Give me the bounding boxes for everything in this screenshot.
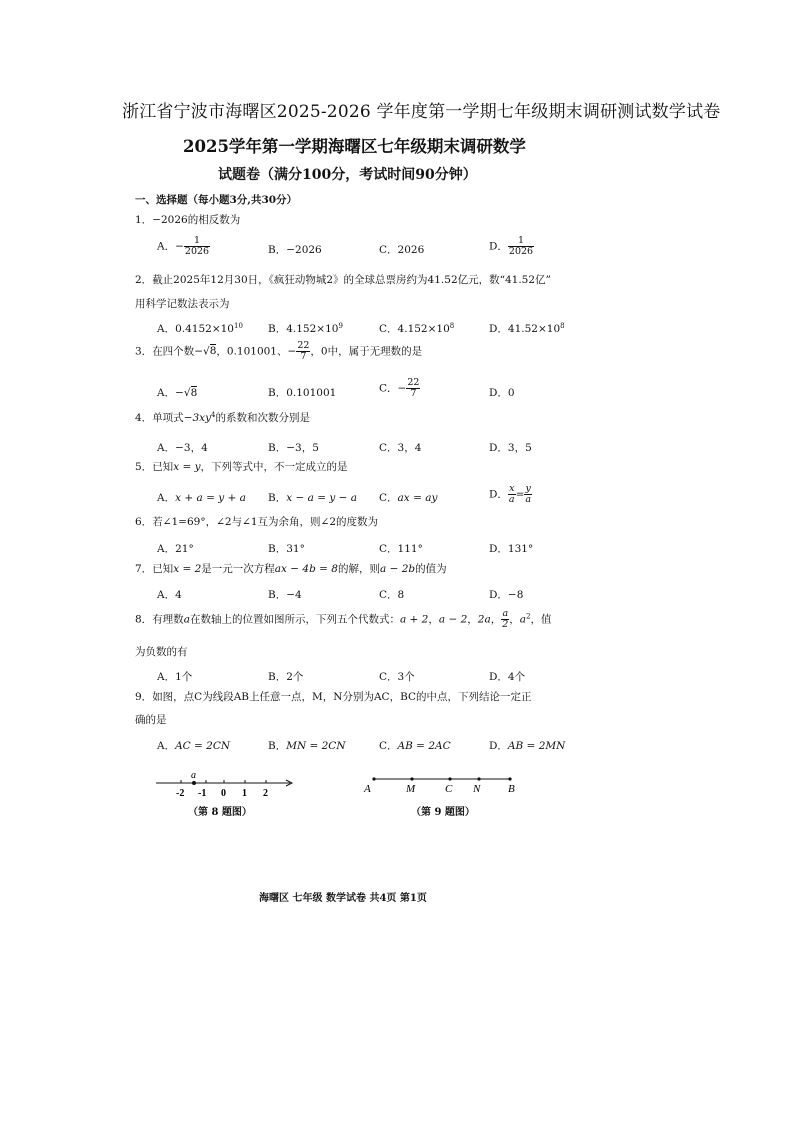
point-a-label: a bbox=[191, 770, 196, 781]
numerator: x bbox=[509, 483, 515, 494]
point-dot bbox=[508, 777, 511, 780]
option-label: A． bbox=[157, 492, 176, 504]
minus-sign: − bbox=[287, 345, 297, 358]
option-label: A． bbox=[157, 387, 176, 399]
option-label: C． bbox=[379, 740, 398, 752]
question-stem: 的解，则 bbox=[337, 563, 380, 575]
minus-sign: − bbox=[175, 387, 184, 399]
option-label: D． bbox=[489, 442, 508, 454]
expression: 2a bbox=[477, 613, 491, 626]
option-label: C． bbox=[379, 442, 398, 454]
denominator: 2026 bbox=[508, 245, 534, 257]
expression: a + 2 bbox=[399, 613, 429, 626]
question-stem: 若∠1=69°，∠2与∠1互为余角，则∠2的度数为 bbox=[152, 516, 379, 528]
option-label: B． bbox=[268, 492, 287, 504]
option-value: −4 bbox=[286, 589, 302, 601]
q8-option-a bbox=[157, 669, 192, 684]
option-label: C． bbox=[379, 382, 398, 395]
q8-option-d bbox=[489, 669, 525, 684]
q9-option-a bbox=[157, 738, 230, 753]
q6-option-c bbox=[379, 541, 423, 556]
expression: a bbox=[519, 613, 527, 626]
option-label: D． bbox=[489, 488, 508, 501]
tick-label: 1 bbox=[242, 788, 247, 799]
q8-option-c bbox=[379, 669, 415, 684]
variable: a bbox=[183, 613, 190, 626]
option-value: −3，5 bbox=[286, 442, 319, 454]
option-label: C． bbox=[379, 492, 398, 504]
fraction bbox=[508, 484, 516, 505]
question-number: 2． bbox=[135, 274, 153, 286]
denominator: 7 bbox=[410, 387, 417, 399]
question-stem: 的值为 bbox=[415, 563, 447, 575]
numerator: a bbox=[502, 608, 509, 619]
question-stem: ，0.101001、 bbox=[216, 345, 288, 358]
equation: ax − 4b = 8 bbox=[274, 563, 338, 575]
exam-title: 2025学年第一学期海曙区七年级期末调研数学 bbox=[183, 137, 526, 156]
question-stem: 是一元一次方程 bbox=[201, 563, 275, 575]
question-stem: ，0中，属于无理数的是 bbox=[310, 345, 423, 358]
option-label: A． bbox=[157, 671, 176, 683]
option-label: B． bbox=[268, 589, 287, 601]
question-number: 5． bbox=[135, 461, 153, 473]
q1-option-a bbox=[157, 236, 210, 257]
option-label: C． bbox=[379, 323, 398, 335]
question-8: 8．有理数a在数轴上的位置如图所示，下列五个代数式：a + 2，a − 2，2a， $\frac{a}{2}$ ，$a^2$，值 bbox=[135, 608, 552, 630]
option-label: D． bbox=[489, 671, 508, 683]
option-value: AC = 2CN bbox=[175, 740, 231, 752]
q3-option-d bbox=[489, 385, 515, 400]
q5-option-d bbox=[489, 484, 532, 505]
question-stem: 有理数 bbox=[152, 613, 184, 626]
option-label: D． bbox=[489, 387, 508, 399]
equals-sign: = bbox=[515, 488, 525, 501]
q5-option-a bbox=[157, 490, 246, 505]
point-label: B bbox=[508, 783, 515, 795]
option-value: 4个 bbox=[507, 671, 526, 683]
question-stem: 单项式 bbox=[152, 412, 184, 424]
option-label: A． bbox=[157, 442, 176, 454]
exponent: 8 bbox=[449, 322, 455, 330]
option-label: D． bbox=[489, 240, 508, 253]
q9-option-b bbox=[268, 738, 346, 753]
condition: x = y bbox=[173, 461, 201, 473]
option-label: B． bbox=[268, 543, 287, 555]
option-value: 4.152×10 bbox=[397, 323, 450, 335]
denominator: a bbox=[525, 493, 532, 505]
option-value: 0.101001 bbox=[286, 387, 337, 399]
denominator: 7 bbox=[300, 350, 307, 362]
option-label: A． bbox=[157, 589, 176, 601]
expression: a − 2b bbox=[379, 563, 416, 575]
option-label: C． bbox=[379, 543, 398, 555]
option-value: 21° bbox=[175, 543, 194, 555]
question-stem: ，值 bbox=[530, 613, 552, 626]
exponent: 8 bbox=[560, 322, 565, 330]
question-number: 6． bbox=[135, 516, 153, 528]
question-number: 9． bbox=[135, 691, 153, 703]
question-number: 3． bbox=[135, 345, 153, 358]
minus-sign: − bbox=[175, 240, 184, 253]
tick-label: 0 bbox=[221, 788, 226, 799]
q7-option-a bbox=[157, 587, 182, 602]
monomial: −3xy bbox=[183, 412, 212, 424]
option-value: 0 bbox=[507, 387, 515, 399]
q3-option-b bbox=[268, 385, 336, 400]
option-label: D． bbox=[489, 323, 508, 335]
option-label: B． bbox=[268, 387, 287, 399]
question-stem: 在数轴上的位置如图所示，下列五个代数式： bbox=[189, 613, 400, 626]
question-stem: −2026的相反数为 bbox=[152, 214, 241, 226]
q9-option-d bbox=[489, 738, 565, 753]
q2-option-b bbox=[268, 321, 343, 336]
option-value: 4.152×10 bbox=[286, 323, 339, 335]
option-label: B． bbox=[268, 442, 287, 454]
option-value: 3，4 bbox=[397, 442, 422, 454]
q4-option-b bbox=[268, 440, 319, 455]
option-value: 41.52×10 bbox=[507, 323, 561, 335]
point-dot bbox=[448, 777, 451, 780]
option-label: B． bbox=[268, 671, 287, 683]
question-8-line2: 为负数的有 bbox=[135, 646, 188, 658]
q6-option-a bbox=[157, 541, 194, 556]
point-dot bbox=[477, 777, 480, 780]
option-value: AB = 2AC bbox=[397, 740, 451, 752]
document-title: 浙江省宁波市海曙区2025-2026 学年度第一学期七年级期末调研测试数学试卷 bbox=[122, 102, 721, 122]
q4-option-d bbox=[489, 440, 532, 455]
question-5 bbox=[135, 459, 348, 474]
fraction bbox=[508, 236, 534, 257]
numerator: y bbox=[525, 483, 531, 494]
option-label: C． bbox=[379, 589, 398, 601]
exponent: 9 bbox=[338, 322, 343, 330]
condition: x = 2 bbox=[173, 563, 202, 575]
question-3: 3．在四个数−√8，0.101001、− $\frac{22}{7}$ ，0中，属于无理数的是 bbox=[135, 340, 423, 362]
numerator: 22 bbox=[297, 340, 310, 351]
question-7 bbox=[135, 561, 447, 576]
question-1 bbox=[135, 212, 240, 227]
option-label: C． bbox=[379, 671, 398, 683]
point-dot bbox=[372, 777, 375, 780]
point-dot bbox=[410, 777, 413, 780]
numerator: 22 bbox=[407, 377, 420, 388]
exponent: 10 bbox=[234, 322, 243, 330]
q6-option-b bbox=[268, 541, 305, 556]
q4-option-a bbox=[157, 440, 208, 455]
exponent: 2 bbox=[526, 612, 531, 621]
option-label: C． bbox=[379, 244, 398, 256]
segment-figure bbox=[360, 770, 525, 800]
question-stem: 如图，点C为线段AB上任意一点，M，N分别为AC，BC的中点，下列结论一定正 bbox=[152, 691, 532, 703]
q4-option-c bbox=[379, 440, 421, 455]
option-label: A． bbox=[157, 240, 176, 253]
question-9 bbox=[135, 689, 532, 704]
option-label: D． bbox=[489, 543, 508, 555]
option-label: D． bbox=[489, 589, 508, 601]
question-stem: 在四个数 bbox=[152, 345, 195, 358]
fraction bbox=[184, 236, 210, 257]
minus-sign: − bbox=[194, 345, 203, 358]
q6-option-d bbox=[489, 541, 533, 556]
question-2-line2: 用科学记数法表示为 bbox=[135, 298, 230, 310]
expression: a − 2 bbox=[438, 613, 468, 626]
exam-subtitle: 试题卷（满分100分，考试时间90分钟） bbox=[218, 167, 477, 183]
question-number: 7． bbox=[135, 563, 153, 575]
q7-option-c bbox=[379, 587, 404, 602]
option-value: AB = 2MN bbox=[507, 740, 566, 752]
option-value: 3，5 bbox=[507, 442, 532, 454]
option-value: 2026 bbox=[397, 244, 425, 256]
figure-8-caption: （第 8 题图） bbox=[188, 807, 252, 818]
fraction bbox=[296, 341, 310, 362]
q2-option-d bbox=[489, 321, 565, 336]
option-value: 2个 bbox=[286, 671, 304, 683]
q1-option-b bbox=[268, 242, 322, 257]
q1-option-d bbox=[489, 236, 534, 257]
q5-option-b bbox=[268, 490, 357, 505]
radicand: 8 bbox=[190, 387, 198, 399]
question-2 bbox=[135, 272, 551, 287]
tick-label: -1 bbox=[198, 788, 207, 799]
number-line-figure bbox=[150, 768, 300, 802]
option-value: x − a = y − a bbox=[286, 492, 358, 504]
q7-option-d bbox=[489, 587, 523, 602]
option-label: A． bbox=[157, 323, 176, 335]
fraction bbox=[501, 609, 509, 630]
question-number: 1． bbox=[135, 214, 153, 226]
question-6 bbox=[135, 514, 378, 529]
q7-option-b bbox=[268, 587, 302, 602]
point-a-dot bbox=[192, 781, 196, 785]
tick-label: 2 bbox=[263, 788, 268, 799]
question-stem: ，下列等式中，不一定成立的是 bbox=[200, 461, 348, 473]
q2-option-c bbox=[379, 321, 454, 336]
option-value: MN = 2CN bbox=[286, 740, 346, 752]
option-value: 1个 bbox=[175, 671, 193, 683]
option-value: −3，4 bbox=[175, 442, 208, 454]
option-value: 4 bbox=[175, 589, 182, 601]
q3-option-a: A．−√8 bbox=[157, 387, 198, 399]
point-label: C bbox=[445, 783, 453, 795]
fraction bbox=[406, 378, 420, 399]
option-label: B． bbox=[268, 740, 287, 752]
option-label: A． bbox=[157, 740, 176, 752]
q1-option-c bbox=[379, 242, 424, 257]
question-number: 8． bbox=[135, 613, 153, 626]
option-value: 3个 bbox=[397, 671, 415, 683]
option-value: x + a = y + a bbox=[175, 492, 246, 504]
point-label: N bbox=[473, 783, 481, 795]
question-number: 4． bbox=[135, 412, 153, 424]
radicand: 8 bbox=[209, 345, 217, 358]
option-label: B． bbox=[268, 323, 287, 335]
option-value: 111° bbox=[397, 543, 423, 555]
question-9-line2: 确的是 bbox=[135, 714, 167, 726]
q2-option-a bbox=[157, 321, 243, 336]
question-stem: 已知 bbox=[152, 461, 174, 473]
option-label: B． bbox=[268, 244, 287, 256]
option-value: 31° bbox=[286, 543, 305, 555]
option-value: −2026 bbox=[286, 244, 322, 256]
question-4 bbox=[135, 410, 310, 425]
denominator: 2026 bbox=[184, 245, 210, 257]
q3-option-c bbox=[379, 378, 420, 399]
fraction bbox=[524, 484, 532, 505]
denominator: a bbox=[508, 493, 515, 505]
q9-option-c bbox=[379, 738, 451, 753]
figure-9-caption: （第 9 题图） bbox=[411, 807, 475, 818]
option-value: −8 bbox=[507, 589, 524, 601]
option-value: ax = ay bbox=[397, 492, 438, 504]
question-stem: 截止2025年12月30日，《疯狂动物城2》的全球总票房约为41.52亿元，数“41.52亿” bbox=[152, 274, 551, 286]
option-label: D． bbox=[489, 740, 508, 752]
option-label: A． bbox=[157, 543, 176, 555]
section-heading: 一、选择题（每小题3分,共30分） bbox=[135, 194, 298, 206]
point-label: A bbox=[364, 783, 371, 795]
question-stem: 已知 bbox=[152, 563, 174, 575]
exponent: 4 bbox=[211, 411, 216, 419]
option-value: 8 bbox=[397, 589, 405, 601]
option-value: 131° bbox=[507, 543, 534, 555]
minus-sign: − bbox=[397, 382, 407, 395]
denominator: 2 bbox=[502, 618, 509, 630]
page-footer: 海曙区 七年级 数学试卷 共4页 第1页 bbox=[259, 893, 427, 904]
question-stem: 的系数和次数分别是 bbox=[215, 412, 310, 424]
point-label: M bbox=[406, 783, 416, 795]
q5-option-c bbox=[379, 490, 437, 505]
numerator: 1 bbox=[508, 236, 534, 247]
option-value: 0.4152×10 bbox=[175, 323, 234, 335]
tick-label: -2 bbox=[176, 788, 185, 799]
numerator: 1 bbox=[184, 236, 210, 247]
q8-option-b bbox=[268, 669, 303, 684]
